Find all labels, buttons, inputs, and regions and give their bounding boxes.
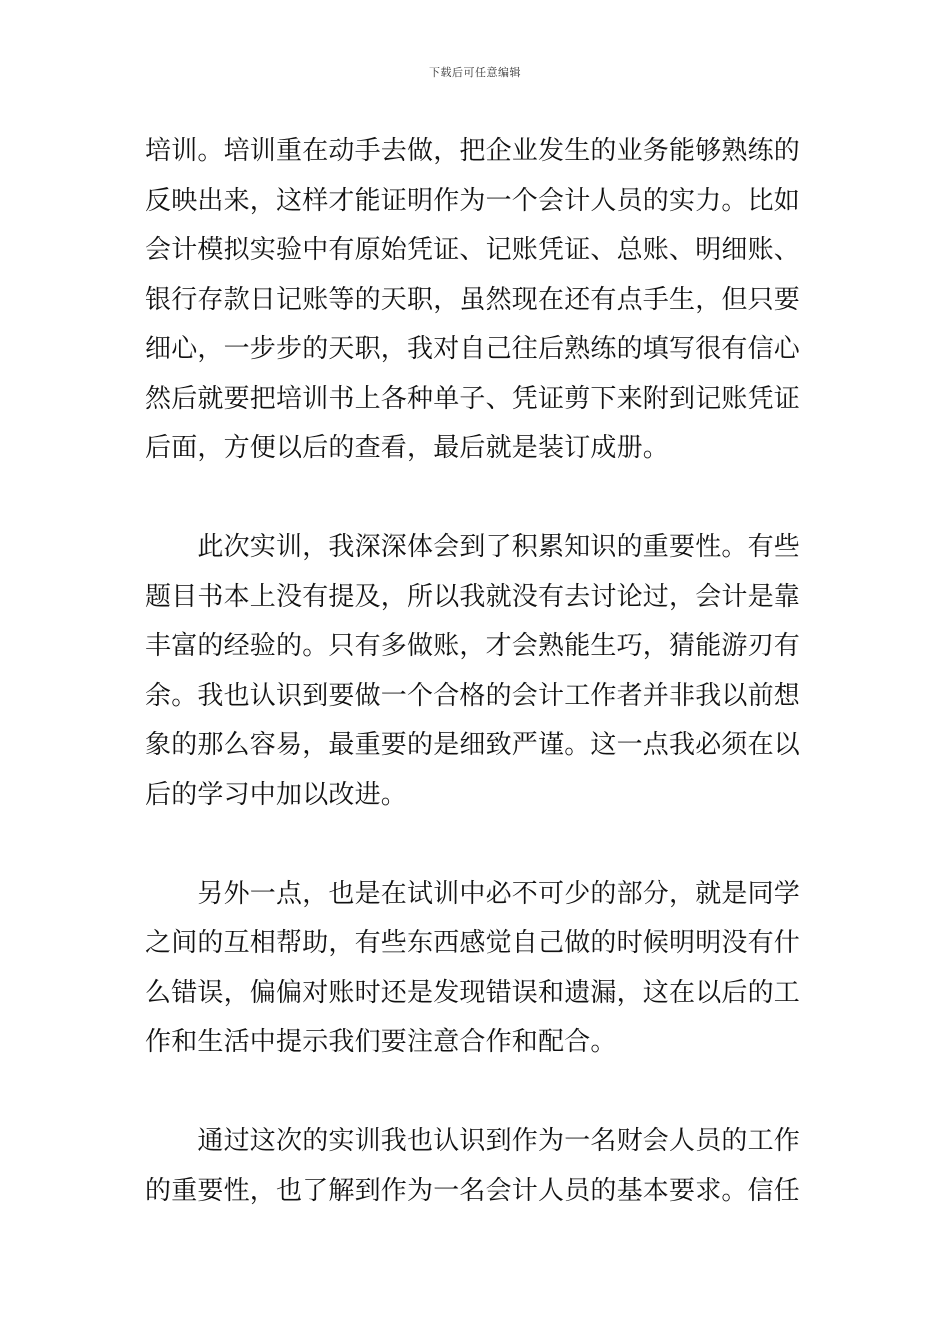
paragraph-spacer (145, 474, 810, 524)
text-line: 的重要性，也了解到作为一名会计人员的基本要求。信任 (145, 1175, 801, 1206)
text-line: 会计模拟实验中有原始凭证、记账凭证、总账、明细账、 (145, 235, 801, 265)
text-line: 后面，方便以后的查看，最后就是装订成册。 (145, 433, 670, 463)
text-line: 然后就要把培训书上各种单子、凭证剪下来附到记账凭证 (145, 383, 801, 414)
page-header: 下载后可任意编辑 (429, 66, 521, 79)
text-line: 培训。培训重在动手去做，把企业发生的业务能够熟练的 (145, 136, 801, 166)
text-line: 反映出来，这样才能证明作为一个会计人员的实力。比如 (145, 185, 801, 216)
text-line: 通过这次的实训我也认识到作为一名财会人员的工作 (145, 1126, 801, 1156)
paragraph-4 (145, 1117, 810, 1216)
text-line: 作和生活中提示我们要注意合作和配合。 (145, 1027, 617, 1057)
text-line: 后的学习中加以改进。 (145, 779, 408, 810)
paragraph-spacer (145, 1068, 810, 1118)
text-line: 题目书本上没有提及，所以我就没有去讨论过，会计是靠 (145, 581, 801, 612)
text-line: 象的那么容易，最重要的是细致严谨。这一点我必须在以 (145, 730, 801, 760)
paragraph-1 (145, 127, 810, 474)
text-line: 银行存款日记账等的天职，虽然现在还有点手生，但只要 (145, 284, 801, 315)
text-line: 之间的互相帮助，有些东西感觉自己做的时候明明没有什 (145, 928, 801, 958)
paragraph-spacer (145, 820, 810, 870)
text-line: 余。我也认识到要做一个合格的会计工作者并非我以前想 (145, 680, 801, 711)
document-body (145, 127, 810, 1216)
text-line: 丰富的经验的。只有多做账，才会熟能生巧，猜能游刃有 (145, 631, 801, 661)
paragraph-2 (145, 523, 810, 820)
text-line: 么错误，偏偏对账时还是发现错误和遗漏，这在以后的工 (145, 977, 801, 1008)
text-line: 此次实训，我深深体会到了积累知识的重要性。有些 (145, 532, 801, 562)
paragraph-3 (145, 870, 810, 1068)
text-line: 细心，一步步的天职，我对自己往后熟练的填写很有信心 (145, 334, 801, 364)
text-line: 另外一点，也是在试训中必不可少的部分，就是同学 (145, 878, 801, 909)
